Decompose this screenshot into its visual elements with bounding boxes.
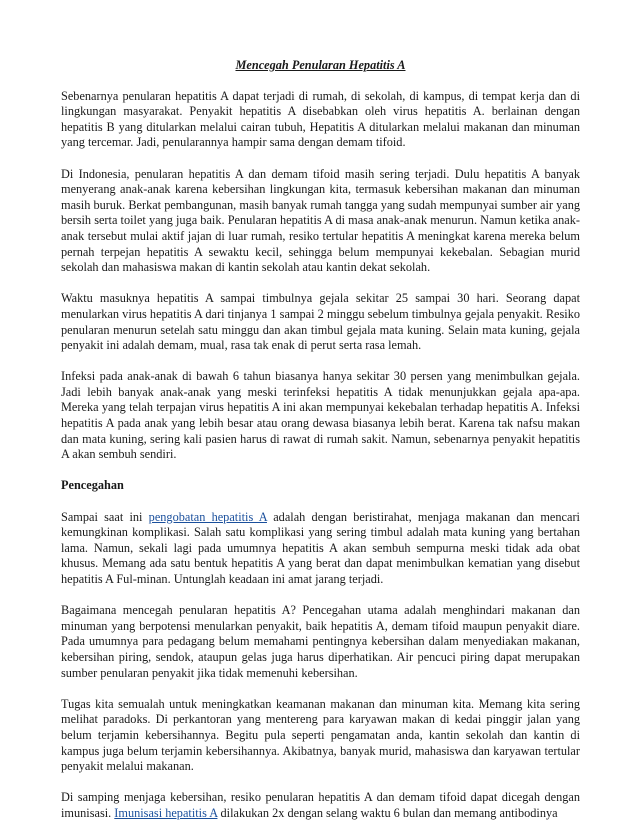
paragraph-treatment bbox=[61, 510, 580, 588]
paragraph-food-safety: Tugas kita semualah untuk meningkatkan keamanan makanan dan minuman kita. Memang kita sering melihat paradoks. Di perkantoran yang mentereng para karyawan makan di kedai pinggir jalan yang belum terjamin kebersihannya. Begitu pula seperti pengamatan anda, kantin sekolah dan kantin di kampus juga belum terjamin kebersihannya. Akibatnya, banyak murid, mahasiswa dan karyawan tertular penyakit melalui makanan. bbox=[61, 696, 580, 774]
treatment-text-before: Sampai saat ini bbox=[61, 509, 149, 524]
paragraph-immunization bbox=[61, 790, 580, 821]
link-pengobatan-hepatitis-a[interactable]: pengobatan hepatitis A bbox=[148, 509, 267, 524]
immunization-text-after: dilakukan 2x dengan selang waktu 6 bulan dan memang antibodinya bbox=[217, 805, 558, 820]
immunization-text-before: Di samping menjaga kebersihan, resiko penularan hepatitis A dan demam tifoid dapat dicegah dengan imunisasi. bbox=[61, 790, 580, 820]
link-imunisasi-hepatitis-a[interactable]: Imunisasi hepatitis A bbox=[114, 805, 218, 820]
document-title: Mencegah Penularan Hepatitis A bbox=[235, 58, 406, 72]
paragraph-prevention-main: Bagaimana mencegah penularan hepatitis A? Pencegahan utama adalah menghindari makanan dan minuman yang berpotensi menularkan penyakit, baik hepatitis A, demam tifoid maupun penyakit diare. Pada umumnya para pedagang belum memahami pentingnya kebersihan dalam menyediakan makanan, kebersihan piring, sendok, ataupun gelas juga harus diperhatikan. Air pencuci piring dapat merupakan sumber penularan penyakit jika tidak memenuhi kebersihan. bbox=[61, 603, 580, 680]
section-heading-pencegahan: Pencegahan bbox=[61, 478, 124, 493]
treatment-text-after: adalah dengan beristirahat, menjaga makanan dan mencari kemungkinan komplikasi. Salah satu komplikasi yang sering timbul adalah mata kuning yang bertahan lama. Namun, sekali lagi pada umumnya hepatitis A akan sembuh sempurna meski tidak ada obat khusus. Memang ada satu bentuk hepatitis A yang berat dan dapat menimbulkan kematian yang disebut hepatitis A Ful-minan. Untunglah keadaan ini amat jarang terjadi. bbox=[61, 509, 580, 586]
paragraph-intro: Sebenarnya penularan hepatitis A dapat terjadi di rumah, di sekolah, di kampus, di tempat kerja dan di lingkungan masyarakat. Penyakit hepatitis A disebabkan oleh virus hepatitis A. berlainan dengan hepatitis B yang ditularkan melalui cairan tubuh, Hepatitis A ditularkan melalui makanan dan minuman yang tercemar. Jadi, penularannya hampir sama dengan demam tifoid. bbox=[61, 88, 580, 150]
paragraph-incubation: Waktu masuknya hepatitis A sampai timbulnya gejala sekitar 25 sampai 30 hari. Seorang dapat menularkan virus hepatitis A dari tinjanya 1 sampai 2 minggu sebelum timbulnya gejala penyakit. Resiko penularan menurun setelah satu minggu dan akan timbul gejala mata kuning. Selain mata kuning, gejala penyakit ini adalah demam, mual, rasa tak enak di perut serta rasa lemah. bbox=[61, 291, 580, 353]
paragraph-indonesia: Di Indonesia, penularan hepatitis A dan demam tifoid masih sering terjadi. Dulu hepatitis A banyak menyerang anak-anak karena kebersihan lingkungan kita, termasuk kebersihan makanan dan minuman masih buruk. Berkat pembangunan, masih banyak rumah tangga yang sudah mempunyai sumber air yang bersih serta toilet yang juga baik. Penularan hepatitis A di masa anak-anak menurun. Namun ketika anak-anak tersebut mulai aktif jajan di luar rumah, resiko tertular hepatitis A meningkat karena mereka belum pernah terpejan hepatitis A sewaktu kecil, sehingga belum mempunyai kekebalan. Sebagian murid sekolah dan mahasiswa makan di kantin sekolah atau kantin dekat sekolah. bbox=[61, 166, 580, 275]
paragraph-children-infection: Infeksi pada anak-anak di bawah 6 tahun biasanya hanya sekitar 30 persen yang menimbulkan gejala. Jadi lebih banyak anak-anak yang meski terinfeksi hepatitis A tidak menunjukkan gejala apa-apa. Mereka yang telah terpajan virus hepatitis A ini akan mempunyai kekebalan terhadap hepatitis A. Infeksi hepatitis A pada anak yang lebih besar atau orang dewasa biasanya lebih berat. Karena tak nafsu makan dan mata kuning, sering kali pasien harus di rawat di rumah sakit. Namun, sebenarnya penyakit hepatitis A akan sembuh sendiri. bbox=[61, 369, 580, 462]
